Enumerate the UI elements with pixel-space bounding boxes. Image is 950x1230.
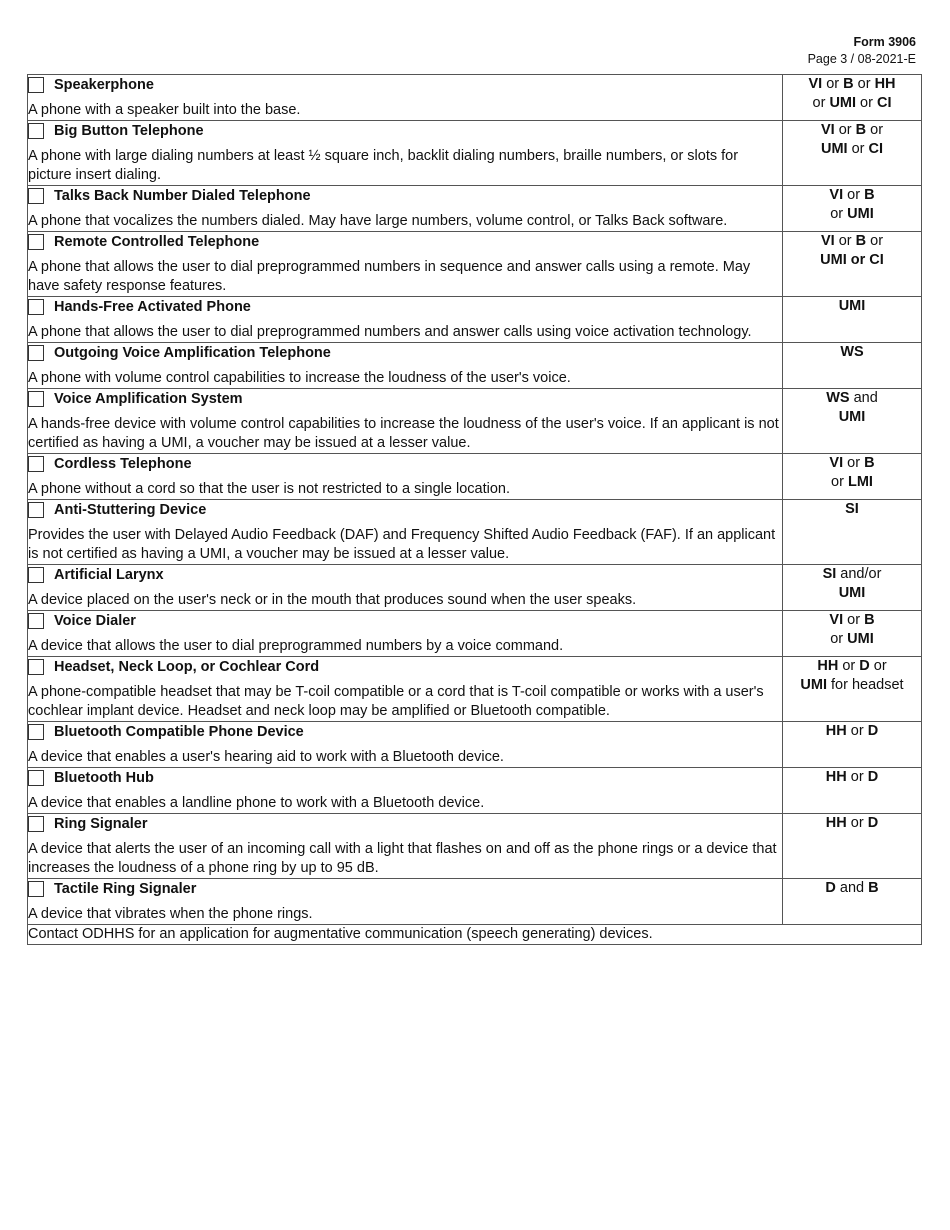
device-title: Voice Dialer [54, 613, 136, 629]
device-description-cell [28, 297, 783, 343]
device-title-line [28, 879, 782, 899]
eligibility-code: UMI [838, 585, 866, 601]
eligibility-code: D [867, 815, 879, 831]
device-description-cell [28, 343, 783, 389]
eligibility-line [783, 722, 921, 741]
eligibility-code: HH [825, 815, 847, 831]
device-description: Provides the user with Delayed Audio Feedback (DAF) and Frequency Shifted Audio Feedback (FAF). If an applicant is not certified as having a UMI, a voucher may be issued at a lesser value. [28, 527, 776, 562]
device-description: A phone that allows the user to dial preprogrammed numbers and answer calls using voice activation technology. [28, 324, 752, 340]
device-description-cell [28, 657, 783, 722]
eligibility-code: B [864, 612, 875, 628]
device-title: Voice Amplification System [54, 391, 243, 407]
footer-row [28, 925, 922, 945]
device-description: A phone with large dialing numbers at least ½ square inch, backlit dialing numbers, braille numbers, or slots for picture insert dialing. [28, 148, 739, 183]
device-checkbox[interactable] [28, 770, 44, 786]
eligibility-line [783, 814, 921, 833]
eligibility-line [783, 768, 921, 787]
device-row [28, 657, 922, 722]
eligibility-connector: or [834, 233, 856, 249]
eligibility-code: UMI [829, 95, 857, 111]
eligibility-line [783, 343, 921, 362]
device-description-cell [28, 611, 783, 657]
eligibility-connector: and [849, 390, 878, 406]
device-checkbox[interactable] [28, 724, 44, 740]
device-description: A device that vibrates when the phone rings. [28, 906, 313, 922]
footer-note: Contact ODHHS for an application for augmentative communication (speech generating) devices. [28, 925, 922, 945]
device-description-cell [28, 768, 783, 814]
eligibility-line [783, 584, 921, 603]
device-checkbox[interactable] [28, 881, 44, 897]
eligibility-connector: or [846, 815, 868, 831]
eligibility-code: CI [868, 141, 884, 157]
device-description: A device that enables a user's hearing aid to work with a Bluetooth device. [28, 749, 504, 765]
eligibility-line [783, 251, 921, 270]
device-checkbox[interactable] [28, 567, 44, 583]
device-eligibility [783, 297, 922, 343]
device-table [27, 74, 922, 945]
device-eligibility [783, 768, 922, 814]
eligibility-code: VI [820, 122, 835, 138]
device-row [28, 343, 922, 389]
device-checkbox[interactable] [28, 234, 44, 250]
device-checkbox[interactable] [28, 299, 44, 315]
eligibility-connector: or [846, 723, 868, 739]
device-checkbox[interactable] [28, 456, 44, 472]
device-title: Big Button Telephone [54, 123, 204, 139]
eligibility-code: D [867, 769, 879, 785]
eligibility-code: D [825, 880, 836, 896]
eligibility-connector: or [838, 658, 860, 674]
device-eligibility [783, 232, 922, 297]
eligibility-code: UMI or CI [820, 252, 884, 268]
eligibility-code: VI [829, 612, 844, 628]
device-description: A device that alerts the user of an incoming call with a light that flashes on and off as the phone rings or a device that increases the loudness of a phone ring by up to 95 dB. [28, 841, 777, 876]
device-eligibility [783, 75, 922, 121]
device-title-line [28, 343, 782, 363]
device-description: A phone without a cord so that the user is not restricted to a single location. [28, 481, 511, 497]
eligibility-code: UMI [847, 631, 874, 647]
device-row [28, 121, 922, 186]
device-description: A phone that allows the user to dial preprogrammed numbers in sequence and answer calls using a remote. May have safety response features. [28, 259, 751, 294]
device-eligibility [783, 454, 922, 500]
device-description-cell [28, 454, 783, 500]
eligibility-connector: or [834, 122, 856, 138]
eligibility-line [783, 657, 921, 676]
eligibility-code: VI [829, 187, 844, 203]
device-description-cell [28, 722, 783, 768]
device-title-line [28, 722, 782, 742]
device-row [28, 611, 922, 657]
eligibility-code: WS [826, 390, 850, 406]
eligibility-code: HH [817, 658, 839, 674]
device-title-line [28, 611, 782, 631]
eligibility-line [783, 232, 921, 251]
eligibility-connector: and [835, 880, 869, 896]
device-title: Cordless Telephone [54, 456, 192, 472]
eligibility-connector: or [847, 141, 869, 157]
device-title: Anti-Stuttering Device [54, 502, 207, 518]
eligibility-connector: for headset [827, 677, 904, 693]
eligibility-line [783, 389, 921, 408]
device-title-line [28, 121, 782, 141]
eligibility-code: VI [808, 76, 823, 92]
device-description: A phone that vocalizes the numbers dialed. May have large numbers, volume control, or Talks Back software. [28, 213, 728, 229]
eligibility-connector: or [843, 612, 865, 628]
eligibility-code: UMI [847, 206, 874, 222]
device-row [28, 75, 922, 121]
device-title-line [28, 297, 782, 317]
device-checkbox[interactable] [28, 502, 44, 518]
device-checkbox[interactable] [28, 345, 44, 361]
device-description-cell [28, 879, 783, 925]
device-title: Ring Signaler [54, 816, 148, 832]
eligibility-connector: or [853, 76, 875, 92]
device-description-cell [28, 232, 783, 297]
eligibility-code: D [867, 723, 879, 739]
eligibility-connector: and/or [836, 566, 882, 582]
eligibility-connector: or [822, 76, 844, 92]
device-title: Artificial Larynx [54, 567, 164, 583]
eligibility-code: SI [845, 501, 859, 517]
page-info: Page 3 / 08-2021-E [807, 52, 916, 66]
eligibility-code: SI [822, 566, 837, 582]
device-eligibility [783, 722, 922, 768]
device-rows [28, 75, 922, 925]
device-title: Talks Back Number Dialed Telephone [54, 188, 311, 204]
device-row [28, 565, 922, 611]
eligibility-code: HH [825, 769, 847, 785]
device-checkbox[interactable] [28, 188, 44, 204]
eligibility-code: UMI [800, 677, 827, 693]
device-description: A phone with a speaker built into the base. [28, 102, 301, 118]
device-eligibility [783, 879, 922, 925]
eligibility-line [783, 140, 921, 159]
device-description: A hands-free device with volume control capabilities to increase the loudness of the user's voice. If an applicant is not certified as having a UMI, a voucher may be issued at a lesser value. [28, 416, 779, 451]
device-eligibility [783, 500, 922, 565]
eligibility-connector: or [846, 769, 868, 785]
eligibility-line [783, 565, 921, 584]
device-title-line [28, 500, 782, 520]
eligibility-line [783, 408, 921, 427]
eligibility-code: WS [840, 344, 864, 360]
eligibility-line [783, 121, 921, 140]
device-row [28, 814, 922, 879]
eligibility-connector: or [866, 122, 884, 138]
eligibility-code: HH [874, 76, 896, 92]
device-title-line [28, 454, 782, 474]
eligibility-line [783, 630, 921, 649]
eligibility-code: UMI [838, 409, 866, 425]
device-checkbox[interactable] [28, 391, 44, 407]
eligibility-line [783, 297, 921, 316]
device-row [28, 454, 922, 500]
device-description-cell [28, 500, 783, 565]
eligibility-connector: or [831, 474, 848, 490]
eligibility-connector: or [856, 95, 877, 111]
device-checkbox[interactable] [28, 659, 44, 675]
device-row [28, 879, 922, 925]
device-description: A device placed on the user's neck or in the mouth that produces sound when the user speaks. [28, 592, 637, 608]
eligibility-line [783, 676, 921, 695]
device-row [28, 722, 922, 768]
device-title: Bluetooth Compatible Phone Device [54, 724, 304, 740]
eligibility-line [783, 500, 921, 519]
device-row [28, 389, 922, 454]
device-row [28, 768, 922, 814]
eligibility-line [783, 879, 921, 898]
device-description: A device that enables a landline phone to work with a Bluetooth device. [28, 795, 485, 811]
device-description: A device that allows the user to dial preprogrammed numbers by a voice command. [28, 638, 564, 654]
eligibility-code: B [855, 122, 867, 138]
device-description-cell [28, 814, 783, 879]
device-eligibility [783, 343, 922, 389]
device-title: Remote Controlled Telephone [54, 234, 260, 250]
device-title-line [28, 186, 782, 206]
device-eligibility [783, 121, 922, 186]
eligibility-line [783, 473, 921, 492]
device-title-line [28, 565, 782, 585]
eligibility-connector: or [869, 658, 887, 674]
device-title-line [28, 814, 782, 834]
eligibility-code: B [864, 187, 875, 203]
device-eligibility [783, 565, 922, 611]
device-row [28, 500, 922, 565]
device-checkbox[interactable] [28, 816, 44, 832]
device-title-line [28, 75, 782, 95]
device-description: A phone with volume control capabilities to increase the loudness of the user's voice. [28, 370, 571, 386]
eligibility-code: CI [876, 95, 892, 111]
device-eligibility [783, 657, 922, 722]
eligibility-code: VI [820, 233, 835, 249]
eligibility-line [783, 94, 921, 113]
eligibility-connector: or [843, 455, 865, 471]
eligibility-code: UMI [838, 298, 866, 314]
device-eligibility [783, 814, 922, 879]
eligibility-connector: or [830, 631, 848, 647]
device-title-line [28, 232, 782, 252]
device-description-cell [28, 75, 783, 121]
eligibility-code: B [868, 880, 879, 896]
device-eligibility [783, 611, 922, 657]
device-eligibility [783, 186, 922, 232]
device-checkbox[interactable] [28, 123, 44, 139]
device-title-line [28, 768, 782, 788]
device-description-cell [28, 186, 783, 232]
eligibility-code: LMI [847, 474, 873, 490]
eligibility-connector: or [830, 206, 848, 222]
eligibility-connector: or [843, 187, 865, 203]
device-description-cell [28, 121, 783, 186]
form-header [808, 34, 916, 68]
device-description-cell [28, 565, 783, 611]
device-checkbox[interactable] [28, 77, 44, 93]
device-title-line [28, 657, 782, 677]
device-title: Tactile Ring Signaler [54, 881, 197, 897]
device-title-line [28, 389, 782, 409]
device-checkbox[interactable] [28, 613, 44, 629]
eligibility-connector: or [812, 95, 830, 111]
eligibility-connector: or [866, 233, 884, 249]
eligibility-line [783, 186, 921, 205]
eligibility-code: HH [825, 723, 847, 739]
device-row [28, 186, 922, 232]
device-title: Bluetooth Hub [54, 770, 154, 786]
device-title: Outgoing Voice Amplification Telephone [54, 345, 331, 361]
device-title: Speakerphone [54, 77, 154, 93]
eligibility-code: VI [829, 455, 844, 471]
device-row [28, 232, 922, 297]
eligibility-line [783, 454, 921, 473]
device-description: A phone-compatible headset that may be T-coil compatible or a cord that is T-coil compatible or works with a user's cochlear implant device. Headset and neck loop may be amplified or Bluetooth compatible. [28, 684, 764, 719]
eligibility-code: B [843, 76, 854, 92]
device-title: Headset, Neck Loop, or Cochlear Cord [54, 659, 320, 675]
device-description-cell [28, 389, 783, 454]
device-title: Hands-Free Activated Phone [54, 299, 251, 315]
eligibility-line [783, 205, 921, 224]
eligibility-code: B [864, 455, 875, 471]
eligibility-line [783, 75, 921, 94]
eligibility-code: UMI [820, 141, 848, 157]
form-number: Form 3906 [853, 35, 916, 49]
eligibility-code: B [855, 233, 867, 249]
eligibility-code: D [859, 658, 870, 674]
device-row [28, 297, 922, 343]
eligibility-line [783, 611, 921, 630]
device-eligibility [783, 389, 922, 454]
